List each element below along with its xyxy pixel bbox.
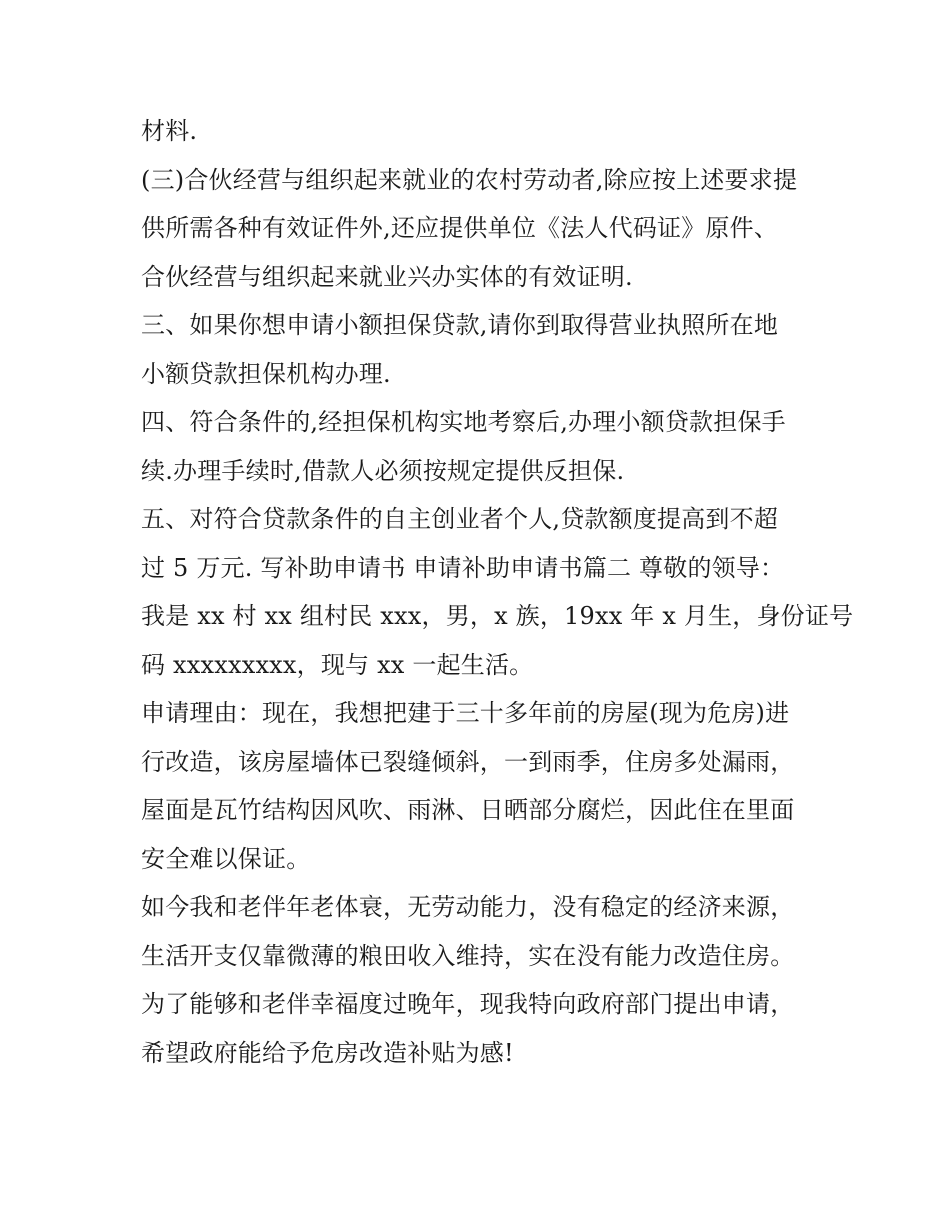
text-line: 小额贷款担保机构办理. <box>141 359 391 388</box>
text-line: 希望政府能给予危房改造补贴为感! <box>141 1038 514 1067</box>
text-line: 材料. <box>141 117 198 145</box>
text-line: 码 xxxxxxxxx，现与 xx 一起生活。 <box>141 650 534 679</box>
text-line: 屋面是瓦竹结构因风吹、雨淋、日晒部分腐烂，因此住在里面 <box>141 796 795 824</box>
text-line: 过 5 万元. 写补助申请书 申请补助申请书篇二 尊敬的领导： <box>141 553 785 582</box>
text-line: 供所需各种有效证件外,还应提供单位《法人代码证》原件、 <box>141 214 779 242</box>
text-line: 安全难以保证。 <box>141 844 311 873</box>
text-line: 行改造，该房屋墙体已裂缝倾斜，一到雨季，住房多处漏雨， <box>141 747 795 776</box>
text-line: (三)合伙经营与组织起来就业的农村劳动者,除应按上述要求提 <box>141 165 798 194</box>
text-line: 五、对符合贷款条件的自主创业者个人,贷款额度提高到不超 <box>141 505 779 533</box>
document-body <box>141 107 854 1077</box>
text-line: 生活开支仅靠微薄的粮田收入维持，实在没有能力改造住房。 <box>141 941 795 970</box>
text-line: 我是 xx 村 xx 组村民 xxx，男，x 族，19xx 年 x 月生，身份证号 <box>141 602 854 630</box>
text-line: 四、符合条件的,经担保机构实地考察后,办理小额贷款担保手 <box>141 408 786 436</box>
text-line: 为了能够和老伴幸福度过晚年，现我特向政府部门提出申请， <box>141 990 795 1018</box>
text-line: 如今我和老伴年老体衰，无劳动能力，没有稳定的经济来源， <box>141 893 795 921</box>
text-line: 续.办理手续时,借款人必须按规定提供反担保. <box>141 456 625 485</box>
text-line: 三、如果你想申请小额担保贷款,请你到取得营业执照所在地 <box>141 311 779 339</box>
text-line: 申请理由：现在，我想把建于三十多年前的房屋(现为危房)进 <box>141 699 790 727</box>
text-line: 合伙经营与组织起来就业兴办实体的有效证明. <box>141 262 633 291</box>
